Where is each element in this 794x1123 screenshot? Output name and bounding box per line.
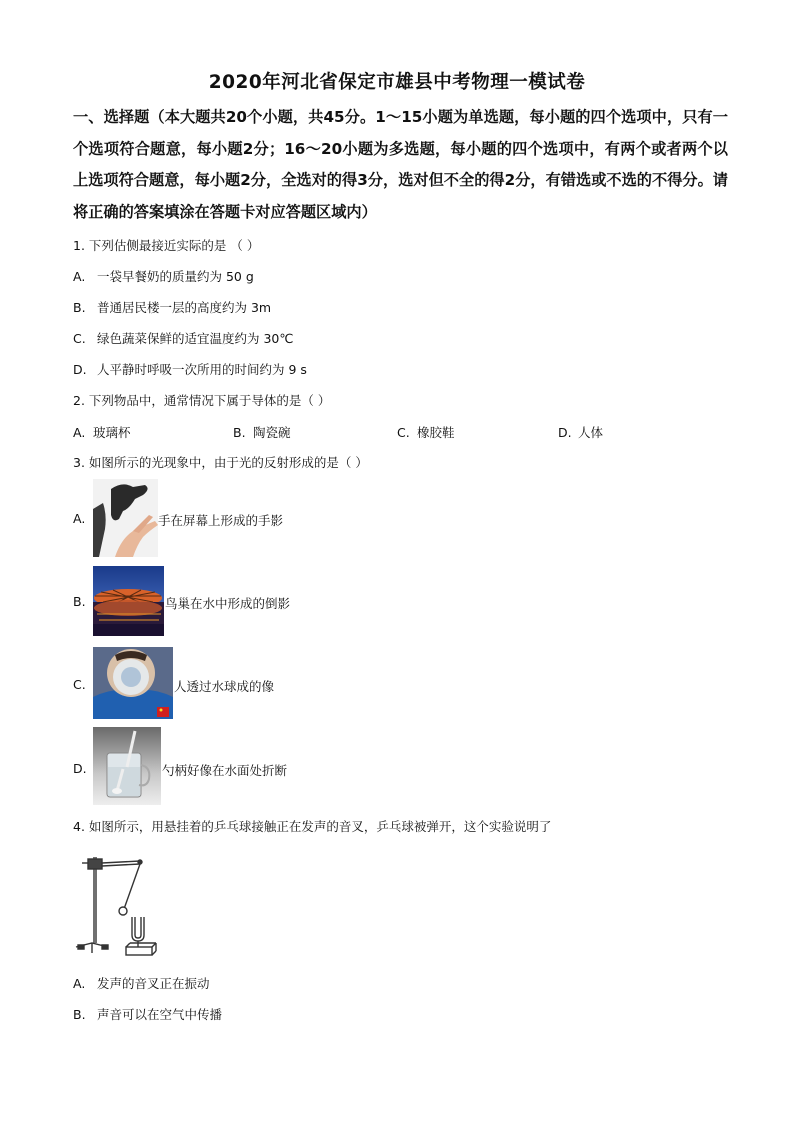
q3-option-d (73, 727, 373, 805)
exam-title: 2020年河北省保定市雄县中考物理一模试卷 (208, 72, 586, 93)
option-text: 陶瓷碗 (253, 425, 291, 440)
option-label: D. (558, 425, 572, 440)
option-label: B. (73, 1007, 86, 1022)
option-text: 人透过水球成的像 (174, 679, 275, 694)
option-label: C. (73, 331, 86, 346)
q3-option-a (73, 479, 373, 557)
option-label: B. (233, 425, 246, 440)
option-text: 橡胶鞋 (417, 425, 455, 440)
q4-option-a (73, 974, 210, 992)
option-text: 人平静时呼吸一次所用的时间约为 9 s (96, 362, 307, 377)
q3-option-c (73, 647, 373, 719)
option-text: 鸟巢在水中形成的倒影 (165, 596, 291, 611)
option-text: 普通居民楼一层的高度约为 3m (96, 300, 272, 315)
option-label: B. (73, 300, 86, 315)
option-text: 绿色蔬菜保鲜的适宜温度约为 30℃ (96, 331, 294, 346)
option-text: 发声的音叉正在振动 (96, 976, 210, 991)
q2-option-a (73, 423, 131, 441)
option-text: 人体 (578, 425, 604, 440)
option-label: D. (73, 362, 87, 377)
q3-option-b (73, 566, 373, 636)
tuning-fork-pingpong-diagram-icon (74, 849, 162, 959)
option-label: C. (73, 677, 86, 692)
spoon-in-water-photo-icon (93, 727, 161, 805)
q2-option-b (233, 423, 291, 441)
q3-stem: 3. 如图所示的光现象中，由于光的反射形成的是（ ） (73, 455, 368, 470)
option-label: A. (73, 976, 86, 991)
birds-nest-reflection-photo-icon (93, 566, 164, 636)
water-ball-image-photo-icon (93, 647, 173, 719)
q1-option-d (73, 360, 307, 378)
q1-option-a (73, 267, 254, 285)
q2-stem: 2. 下列物品中，通常情况下属于导体的是（ ） (73, 393, 331, 408)
option-label: D. (73, 761, 87, 776)
option-label: A. (73, 511, 86, 526)
q1-stem: 1. 下列估侧最接近实际的是 （ ） (73, 238, 260, 253)
option-label: C. (397, 425, 410, 440)
q1-option-c (73, 329, 293, 347)
option-label: A. (73, 425, 86, 440)
option-text: 声音可以在空气中传播 (96, 1007, 222, 1022)
section-heading: 一、选择题（本大题共20个小题，共45分。1～15小题为单选题，每小题的四个选项中，只有一个选项符合题意，每小题2分；16～20小题为多选题，每小题的四个选项中，有两个或者两个以上选项符合题意，每小题2分，全选对的得3分，选对但不全的得2分，有错选或不选的不得分。请将正确的答案填涂在答题卡对应答题区域内） (73, 108, 728, 221)
q4-option-b (73, 1005, 222, 1023)
q1-option-b (73, 298, 271, 316)
option-text: 一袋早餐奶的质量约为 50 g (96, 269, 254, 284)
option-text: 手在屏幕上形成的手影 (158, 513, 284, 528)
q4-stem: 4. 如图所示，用悬挂着的乒乓球接触正在发声的音叉，乒乓球被弹开，这个实验说明了 (73, 819, 552, 834)
option-label: B. (73, 594, 86, 609)
option-label: A. (73, 269, 86, 284)
hand-shadow-photo-icon (93, 479, 158, 557)
option-text: 勺柄好像在水面处折断 (162, 763, 288, 778)
q2-option-d (558, 423, 603, 441)
option-text: 玻璃杯 (93, 425, 131, 440)
q2-option-c (397, 423, 455, 441)
